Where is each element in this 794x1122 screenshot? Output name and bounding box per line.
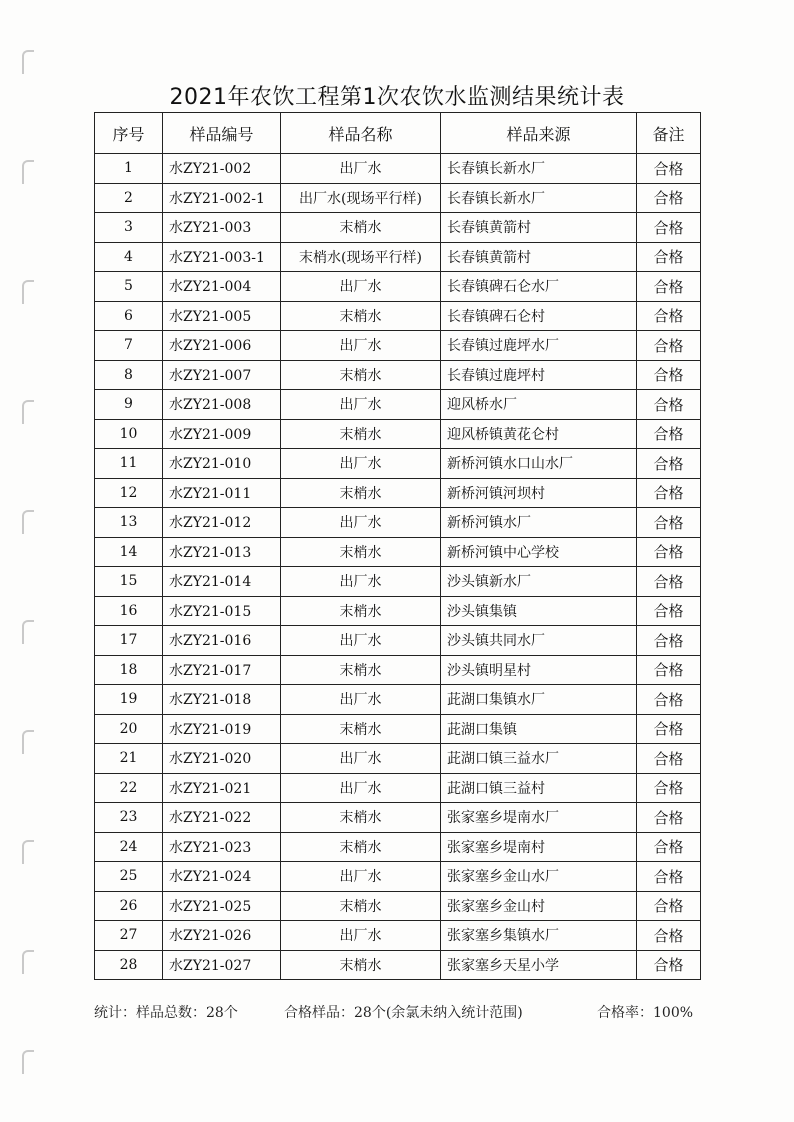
table-header-row (95, 113, 701, 154)
cell-source: 沙头镇新水厂 (441, 567, 637, 597)
cell-code: 水ZY21-002-1 (163, 183, 281, 213)
cell-no: 6 (95, 301, 163, 331)
cell-name: 末梢水 (281, 714, 441, 744)
cell-no: 27 (95, 921, 163, 951)
cell-name: 出厂水 (281, 508, 441, 538)
cell-name: 末梢水 (281, 478, 441, 508)
cell-note: 合格 (637, 183, 701, 213)
cell-name: 末梢水 (281, 655, 441, 685)
cell-no: 17 (95, 626, 163, 656)
table-row (95, 626, 701, 656)
cell-no: 26 (95, 891, 163, 921)
cell-no: 24 (95, 832, 163, 862)
binding-hole (22, 620, 34, 644)
cell-note: 合格 (637, 626, 701, 656)
cell-note: 合格 (637, 301, 701, 331)
document-title: 2021年农饮工程第1次农饮水监测结果统计表 (169, 85, 625, 110)
cell-source: 长春镇长新水厂 (441, 154, 637, 184)
cell-name: 末梢水 (281, 832, 441, 862)
cell-no: 9 (95, 390, 163, 420)
cell-code: 水ZY21-024 (163, 862, 281, 892)
cell-code: 水ZY21-005 (163, 301, 281, 331)
cell-no: 3 (95, 213, 163, 243)
cell-no: 16 (95, 596, 163, 626)
table-row (95, 154, 701, 184)
cell-note: 合格 (637, 419, 701, 449)
cell-source: 长春镇过鹿坪水厂 (441, 331, 637, 361)
cell-no: 5 (95, 272, 163, 302)
cell-note: 合格 (637, 862, 701, 892)
cell-code: 水ZY21-013 (163, 537, 281, 567)
cell-source: 张家塞乡集镇水厂 (441, 921, 637, 951)
table-row (95, 183, 701, 213)
cell-note: 合格 (637, 803, 701, 833)
cell-no: 10 (95, 419, 163, 449)
cell-no: 8 (95, 360, 163, 390)
cell-code: 水ZY21-003-1 (163, 242, 281, 272)
cell-source: 张家塞乡金山村 (441, 891, 637, 921)
cell-name: 末梢水 (281, 213, 441, 243)
cell-source: 迎风桥水厂 (441, 390, 637, 420)
cell-name: 出厂水 (281, 449, 441, 479)
cell-no: 14 (95, 537, 163, 567)
cell-source: 长春镇过鹿坪村 (441, 360, 637, 390)
cell-note: 合格 (637, 390, 701, 420)
cell-no: 13 (95, 508, 163, 538)
cell-source: 茈湖口集镇 (441, 714, 637, 744)
cell-code: 水ZY21-004 (163, 272, 281, 302)
cell-code: 水ZY21-010 (163, 449, 281, 479)
cell-code: 水ZY21-018 (163, 685, 281, 715)
header-note: 备注 (637, 113, 701, 154)
table-row (95, 891, 701, 921)
cell-code: 水ZY21-026 (163, 921, 281, 951)
cell-source: 张家塞乡金山水厂 (441, 862, 637, 892)
cell-name: 末梢水 (281, 537, 441, 567)
binding-hole (22, 950, 34, 974)
cell-note: 合格 (637, 213, 701, 243)
table-row (95, 832, 701, 862)
cell-code: 水ZY21-027 (163, 950, 281, 980)
cell-code: 水ZY21-023 (163, 832, 281, 862)
cell-name: 末梢水 (281, 891, 441, 921)
table-row (95, 478, 701, 508)
cell-source: 张家塞乡天星小学 (441, 950, 637, 980)
cell-note: 合格 (637, 272, 701, 302)
cell-code: 水ZY21-003 (163, 213, 281, 243)
cell-name: 末梢水 (281, 360, 441, 390)
cell-code: 水ZY21-011 (163, 478, 281, 508)
cell-code: 水ZY21-014 (163, 567, 281, 597)
table-row (95, 537, 701, 567)
cell-code: 水ZY21-025 (163, 891, 281, 921)
cell-name: 出厂水 (281, 154, 441, 184)
cell-code: 水ZY21-008 (163, 390, 281, 420)
header-source: 样品来源 (441, 113, 637, 154)
cell-name: 末梢水 (281, 419, 441, 449)
cell-note: 合格 (637, 154, 701, 184)
table-row (95, 419, 701, 449)
cell-note: 合格 (637, 891, 701, 921)
cell-note: 合格 (637, 567, 701, 597)
cell-no: 28 (95, 950, 163, 980)
binding-holes (22, 40, 38, 1100)
cell-note: 合格 (637, 773, 701, 803)
cell-no: 11 (95, 449, 163, 479)
cell-source: 张家塞乡堤南村 (441, 832, 637, 862)
header-no: 序号 (95, 113, 163, 154)
table-row (95, 508, 701, 538)
table-row (95, 272, 701, 302)
cell-name: 出厂水 (281, 331, 441, 361)
binding-hole (22, 1050, 34, 1074)
cell-no: 21 (95, 744, 163, 774)
cell-note: 合格 (637, 950, 701, 980)
cell-no: 7 (95, 331, 163, 361)
cell-note: 合格 (637, 360, 701, 390)
table-row (95, 213, 701, 243)
cell-name: 末梢水 (281, 950, 441, 980)
cell-no: 19 (95, 685, 163, 715)
cell-source: 长春镇碑石仑村 (441, 301, 637, 331)
cell-source: 茈湖口集镇水厂 (441, 685, 637, 715)
cell-name: 出厂水(现场平行样) (281, 183, 441, 213)
cell-code: 水ZY21-022 (163, 803, 281, 833)
table-row (95, 744, 701, 774)
cell-no: 2 (95, 183, 163, 213)
table-body (95, 154, 701, 980)
cell-name: 末梢水 (281, 596, 441, 626)
cell-note: 合格 (637, 478, 701, 508)
cell-source: 沙头镇明星村 (441, 655, 637, 685)
table-row (95, 360, 701, 390)
table-row (95, 449, 701, 479)
cell-name: 出厂水 (281, 862, 441, 892)
cell-name: 出厂水 (281, 272, 441, 302)
cell-name: 末梢水 (281, 803, 441, 833)
cell-no: 23 (95, 803, 163, 833)
cell-note: 合格 (637, 921, 701, 951)
cell-source: 张家塞乡堤南水厂 (441, 803, 637, 833)
cell-name: 出厂水 (281, 685, 441, 715)
table-row (95, 242, 701, 272)
cell-note: 合格 (637, 449, 701, 479)
binding-hole (22, 160, 34, 184)
cell-name: 末梢水 (281, 301, 441, 331)
header-name: 样品名称 (281, 113, 441, 154)
summary-rate: 合格率：100% (597, 1005, 694, 1021)
cell-source: 长春镇黄箭村 (441, 242, 637, 272)
table-row (95, 655, 701, 685)
cell-code: 水ZY21-007 (163, 360, 281, 390)
table-row (95, 596, 701, 626)
cell-note: 合格 (637, 331, 701, 361)
cell-no: 15 (95, 567, 163, 597)
cell-source: 新桥河镇中心学校 (441, 537, 637, 567)
cell-no: 20 (95, 714, 163, 744)
cell-code: 水ZY21-016 (163, 626, 281, 656)
table-row (95, 950, 701, 980)
table-row (95, 301, 701, 331)
cell-name: 末梢水(现场平行样) (281, 242, 441, 272)
cell-source: 长春镇碑石仑水厂 (441, 272, 637, 302)
cell-no: 25 (95, 862, 163, 892)
cell-note: 合格 (637, 242, 701, 272)
cell-source: 长春镇黄箭村 (441, 213, 637, 243)
cell-source: 长春镇长新水厂 (441, 183, 637, 213)
cell-source: 新桥河镇水口山水厂 (441, 449, 637, 479)
cell-note: 合格 (637, 596, 701, 626)
cell-no: 22 (95, 773, 163, 803)
cell-name: 出厂水 (281, 744, 441, 774)
cell-name: 出厂水 (281, 773, 441, 803)
table-row (95, 567, 701, 597)
binding-hole (22, 400, 34, 424)
cell-note: 合格 (637, 832, 701, 862)
binding-hole (22, 510, 34, 534)
cell-code: 水ZY21-002 (163, 154, 281, 184)
summary-total: 统计：样品总数：28个 (94, 1005, 238, 1021)
cell-source: 茈湖口镇三益水厂 (441, 744, 637, 774)
cell-name: 出厂水 (281, 390, 441, 420)
results-table (94, 112, 701, 980)
cell-code: 水ZY21-017 (163, 655, 281, 685)
cell-code: 水ZY21-009 (163, 419, 281, 449)
cell-note: 合格 (637, 744, 701, 774)
cell-code: 水ZY21-015 (163, 596, 281, 626)
cell-source: 新桥河镇水厂 (441, 508, 637, 538)
binding-hole (22, 50, 34, 74)
cell-no: 12 (95, 478, 163, 508)
cell-name: 出厂水 (281, 567, 441, 597)
cell-no: 1 (95, 154, 163, 184)
table-row (95, 714, 701, 744)
cell-note: 合格 (637, 537, 701, 567)
cell-name: 出厂水 (281, 921, 441, 951)
cell-source: 茈湖口镇三益村 (441, 773, 637, 803)
table-row (95, 773, 701, 803)
cell-no: 18 (95, 655, 163, 685)
cell-name: 出厂水 (281, 626, 441, 656)
cell-note: 合格 (637, 714, 701, 744)
cell-code: 水ZY21-019 (163, 714, 281, 744)
cell-source: 迎风桥镇黄花仑村 (441, 419, 637, 449)
binding-hole (22, 280, 34, 304)
header-code: 样品编号 (163, 113, 281, 154)
binding-hole (22, 840, 34, 864)
cell-code: 水ZY21-021 (163, 773, 281, 803)
table-row (95, 921, 701, 951)
cell-note: 合格 (637, 655, 701, 685)
cell-no: 4 (95, 242, 163, 272)
binding-hole (22, 730, 34, 754)
summary-passed: 合格样品：28个(余氯未纳入统计范围) (284, 1005, 523, 1021)
cell-code: 水ZY21-006 (163, 331, 281, 361)
table-row (95, 862, 701, 892)
table-row (95, 390, 701, 420)
cell-note: 合格 (637, 508, 701, 538)
cell-source: 沙头镇共同水厂 (441, 626, 637, 656)
cell-source: 沙头镇集镇 (441, 596, 637, 626)
cell-note: 合格 (637, 685, 701, 715)
table-row (95, 803, 701, 833)
cell-code: 水ZY21-020 (163, 744, 281, 774)
table-row (95, 331, 701, 361)
cell-source: 新桥河镇河坝村 (441, 478, 637, 508)
cell-code: 水ZY21-012 (163, 508, 281, 538)
table-row (95, 685, 701, 715)
